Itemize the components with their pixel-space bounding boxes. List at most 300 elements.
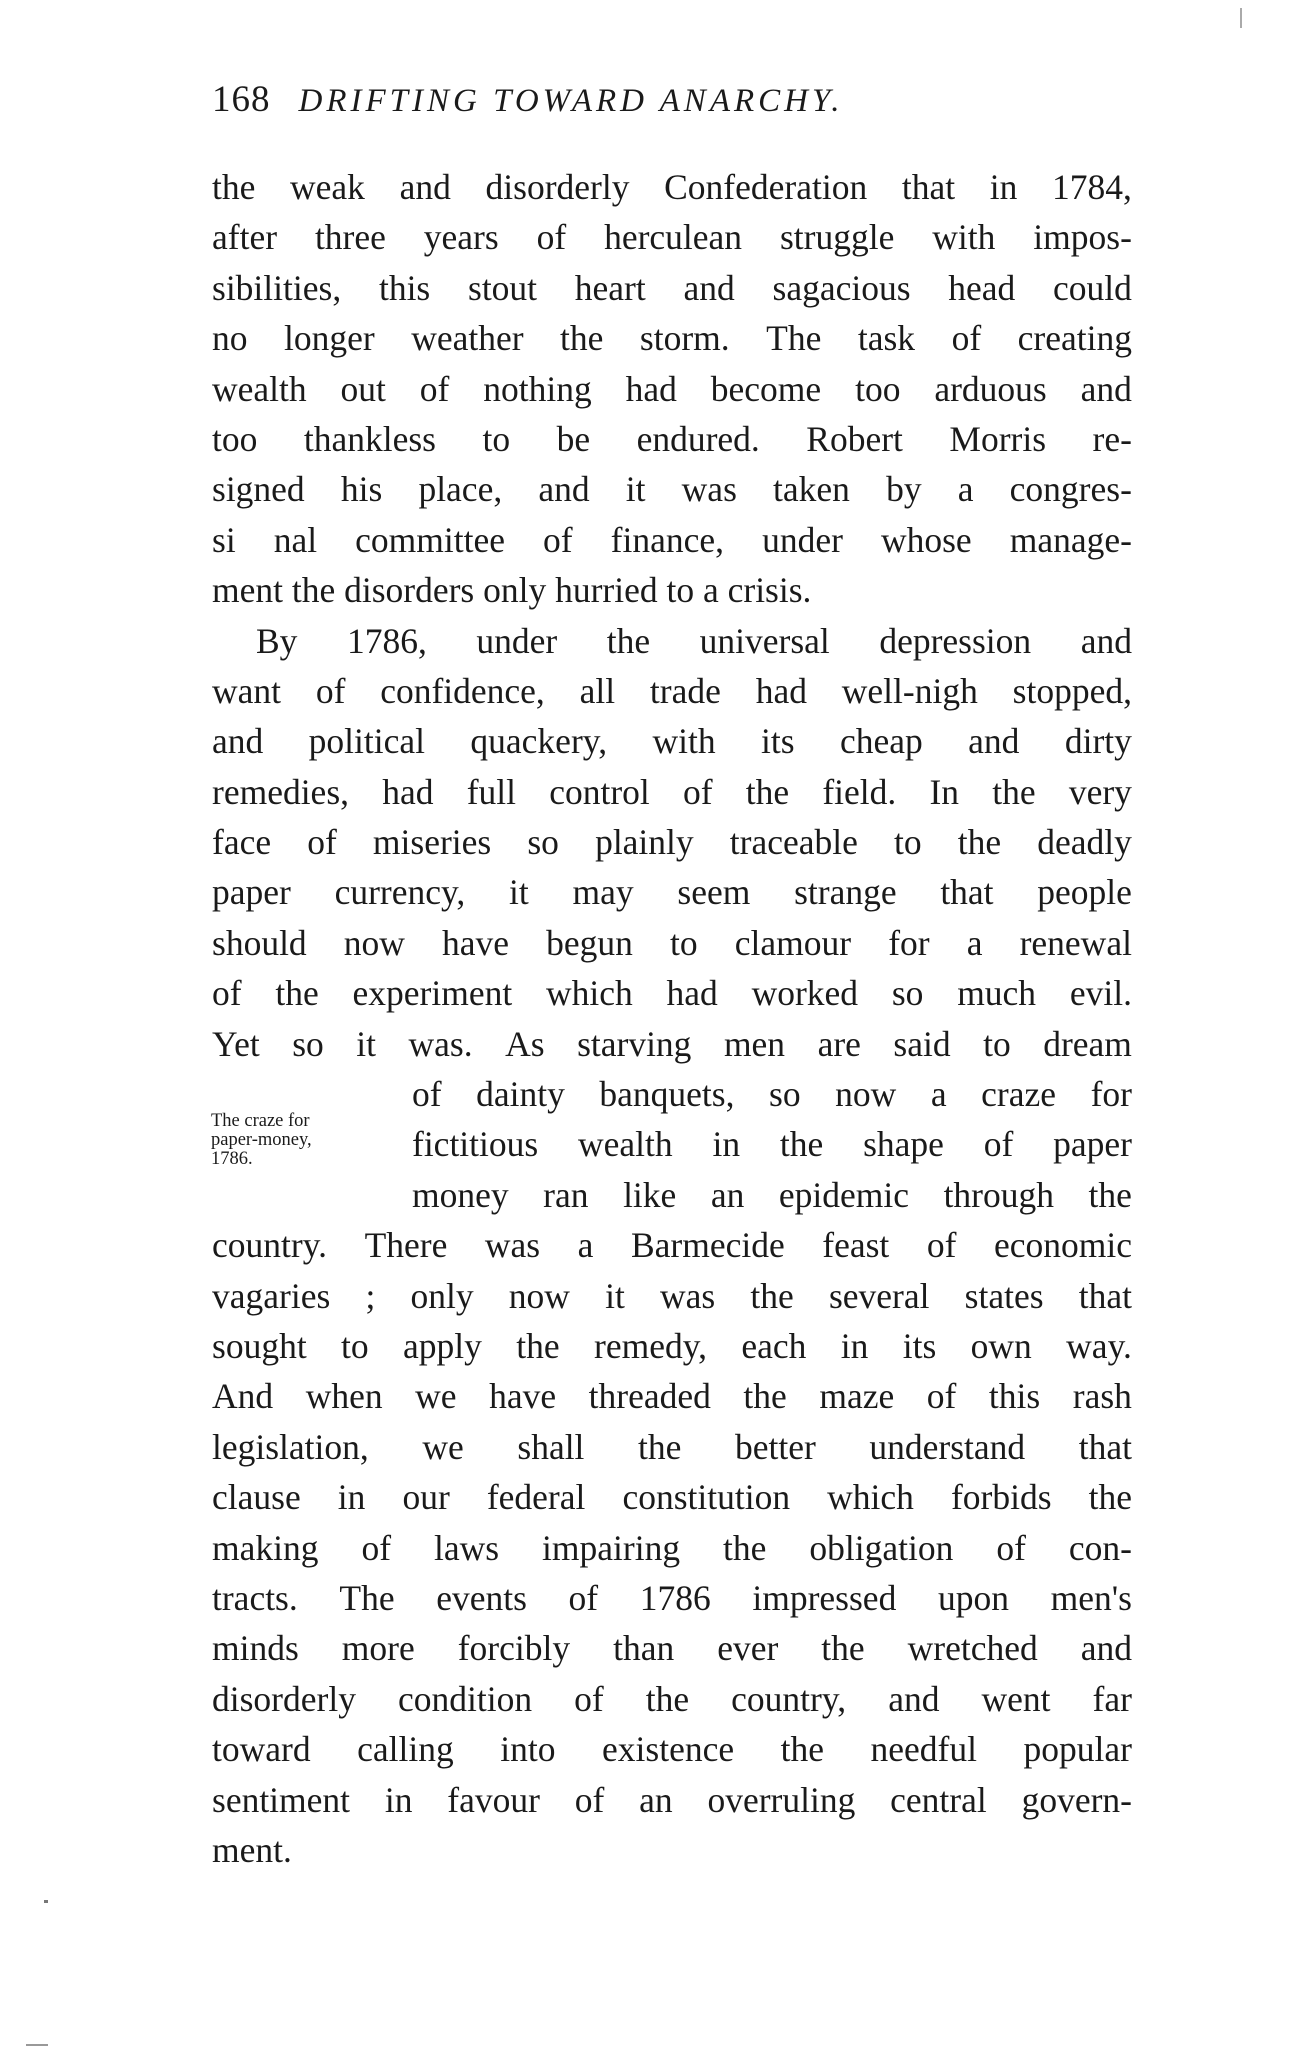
word: to — [341, 1325, 369, 1366]
word: and — [399, 167, 451, 207]
word: banquets, — [599, 1074, 735, 1115]
word: into — [500, 1729, 556, 1770]
word: si — [212, 519, 236, 560]
word: too — [855, 368, 901, 409]
text-line — [212, 666, 1132, 716]
word: of — [361, 1527, 392, 1568]
word: threaded — [588, 1376, 711, 1417]
word: tracts. — [212, 1577, 298, 1618]
word: toward — [212, 1729, 311, 1770]
text-line — [212, 1623, 1132, 1673]
word: sentiment — [212, 1779, 351, 1820]
word: than — [613, 1628, 675, 1669]
text-line — [212, 515, 1132, 565]
word: wretched — [907, 1628, 1038, 1669]
word: of — [951, 318, 982, 359]
word: went — [981, 1678, 1051, 1719]
word: There — [364, 1225, 448, 1266]
scan-speck — [44, 1900, 48, 1903]
text-line — [212, 1170, 1132, 1220]
word: The — [339, 1577, 395, 1618]
word: was — [660, 1275, 716, 1316]
word: was — [681, 469, 737, 510]
word: 1786, — [346, 620, 427, 661]
word: place, — [418, 469, 503, 510]
word: Confederation — [664, 167, 868, 207]
word: in — [712, 1124, 741, 1165]
word: no — [212, 318, 248, 359]
word: the — [645, 1678, 690, 1719]
text-line: ment. — [212, 1829, 292, 1870]
word: impressed — [752, 1577, 897, 1618]
word: it — [356, 1023, 377, 1064]
body-text — [212, 162, 1132, 1875]
page-header — [212, 78, 844, 128]
word: the — [1088, 1174, 1132, 1215]
word: seem — [677, 872, 751, 913]
word: very — [1068, 771, 1132, 812]
word: several — [828, 1275, 930, 1316]
word: overruling — [707, 1779, 856, 1820]
word: the — [779, 1124, 824, 1165]
word: which — [827, 1477, 914, 1518]
word: money — [412, 1174, 509, 1215]
text-line — [212, 616, 1132, 666]
text-line — [212, 1069, 1132, 1119]
text-line: ment the disorders only hurried to a crisis. — [212, 570, 812, 611]
scan-speck — [26, 2044, 48, 2046]
text-line — [212, 1775, 1132, 1825]
word: and — [1080, 620, 1132, 661]
word: have — [442, 922, 510, 963]
word: 1786 — [639, 1577, 711, 1618]
word: shape — [863, 1124, 944, 1165]
word: under — [476, 620, 558, 661]
word: By — [256, 620, 298, 661]
word: own — [970, 1325, 1032, 1366]
word: well-nigh — [841, 670, 978, 711]
word: of — [926, 1225, 957, 1266]
word: the — [638, 1426, 682, 1467]
word: thankless — [303, 418, 436, 459]
word: should — [212, 922, 307, 963]
word: of — [412, 1074, 442, 1115]
word: so — [292, 1023, 324, 1064]
word: to — [983, 1023, 1011, 1064]
word: the — [821, 1628, 865, 1669]
word: congres- — [1009, 469, 1132, 510]
word: quackery, — [470, 721, 608, 762]
word: the — [560, 318, 604, 359]
word: deadly — [1037, 822, 1132, 863]
word: so — [891, 973, 924, 1014]
word: we — [422, 1426, 464, 1467]
word: of — [926, 1376, 957, 1417]
word: and — [1080, 368, 1132, 409]
word: miseries — [372, 822, 492, 863]
word: ever — [717, 1628, 779, 1669]
word: had — [666, 973, 718, 1014]
word: its — [761, 721, 795, 762]
word: task — [857, 318, 916, 359]
word: want — [212, 670, 282, 711]
word: through — [943, 1174, 1054, 1215]
word: his — [340, 469, 383, 510]
margin-note-line: paper-money, — [211, 1130, 312, 1150]
text-line — [212, 1472, 1132, 1522]
word: whose — [880, 519, 972, 560]
word: out — [340, 368, 386, 409]
word: an — [710, 1174, 745, 1215]
word: the — [780, 1729, 825, 1770]
word: plainly — [595, 822, 694, 863]
text-line — [212, 1271, 1132, 1321]
word: sought — [212, 1325, 307, 1366]
word: by — [886, 469, 922, 510]
word: that — [1078, 1275, 1132, 1316]
word: country, — [731, 1678, 847, 1719]
word: the — [957, 822, 1002, 863]
word: this — [988, 1376, 1041, 1417]
word: traceable — [729, 822, 858, 863]
word: rash — [1072, 1376, 1132, 1417]
word: in — [337, 1477, 366, 1518]
text-line — [212, 263, 1132, 313]
word: of — [543, 519, 573, 560]
word: calling — [357, 1729, 454, 1770]
text-line — [212, 464, 1132, 514]
word: the — [723, 1527, 767, 1568]
text-line — [212, 1573, 1132, 1623]
word: remedy, — [594, 1325, 708, 1366]
word: was. — [408, 1023, 473, 1064]
word: The — [766, 318, 822, 359]
word: after — [212, 217, 278, 258]
word: weak — [290, 167, 365, 207]
word: ran — [543, 1174, 589, 1215]
word: of — [996, 1527, 1026, 1568]
text-line — [212, 918, 1132, 968]
word: confidence, — [380, 670, 545, 711]
text-line — [212, 1321, 1132, 1371]
word: was — [484, 1225, 541, 1266]
word: face — [212, 822, 272, 863]
word: herculean — [604, 217, 743, 258]
word: apply — [403, 1325, 482, 1366]
word: clause — [212, 1477, 301, 1518]
text-line — [212, 162, 1132, 212]
word: economic — [993, 1225, 1132, 1266]
word: worked — [751, 973, 859, 1014]
word: be — [556, 418, 591, 459]
word: of — [536, 217, 567, 258]
word: re- — [1092, 418, 1132, 459]
word: could — [1053, 267, 1132, 308]
word: in — [840, 1325, 869, 1366]
text-line — [212, 817, 1132, 867]
word: disorderly — [485, 167, 630, 207]
word: a — [957, 469, 974, 510]
text-line — [212, 1220, 1132, 1270]
word: all — [579, 670, 616, 711]
word: events — [436, 1577, 527, 1618]
word: so — [527, 822, 559, 863]
word: fictitious — [412, 1124, 539, 1165]
word: our — [402, 1477, 450, 1518]
word: of — [574, 1678, 604, 1719]
word: we — [415, 1376, 457, 1417]
word: which — [545, 973, 633, 1014]
word: of — [568, 1577, 599, 1618]
word: of — [682, 771, 713, 812]
word: arduous — [934, 368, 1047, 409]
word: weather — [411, 318, 524, 359]
word: to — [482, 418, 511, 459]
word: dirty — [1064, 721, 1132, 762]
scan-speck — [1240, 8, 1242, 28]
word: condition — [397, 1678, 533, 1719]
word: that — [940, 872, 994, 913]
word: epidemic — [778, 1174, 910, 1215]
word: three — [314, 217, 386, 258]
word: political — [308, 721, 426, 762]
word: upon — [937, 1577, 1009, 1618]
word: the — [516, 1325, 560, 1366]
word: now — [835, 1074, 897, 1115]
word: renewal — [1019, 922, 1132, 963]
word: better — [735, 1426, 816, 1467]
text-line — [212, 414, 1132, 464]
word: Yet — [212, 1023, 260, 1064]
text-line — [212, 1371, 1132, 1421]
word: that — [1078, 1426, 1132, 1467]
word: vagaries — [212, 1275, 331, 1316]
word: of — [212, 973, 242, 1014]
word: starving — [577, 1023, 692, 1064]
word: the — [1088, 1477, 1132, 1518]
word: that — [901, 167, 956, 207]
word: legislation, — [212, 1426, 369, 1467]
word: too — [212, 418, 258, 459]
text-line — [212, 1119, 1132, 1169]
word: the — [750, 1275, 794, 1316]
word: As — [505, 1023, 545, 1064]
word: may — [572, 872, 634, 913]
word: for — [888, 922, 930, 963]
word: the — [212, 167, 256, 207]
word: sagacious — [772, 267, 911, 308]
word: needful — [870, 1729, 977, 1770]
word: paper — [1053, 1124, 1132, 1165]
word: longer — [284, 318, 375, 359]
word: favour — [447, 1779, 540, 1820]
word: central — [890, 1779, 987, 1820]
word: wealth — [212, 368, 307, 409]
word: men — [723, 1023, 786, 1064]
text-line — [212, 1674, 1132, 1724]
text-line — [212, 364, 1132, 414]
word: a — [577, 1225, 594, 1266]
word: country. — [212, 1225, 328, 1266]
word: only — [410, 1275, 474, 1316]
text-line — [212, 1422, 1132, 1472]
word: trade — [649, 670, 721, 711]
word: wealth — [578, 1124, 673, 1165]
word: each — [741, 1325, 807, 1366]
word: endured. — [636, 418, 760, 459]
word: like — [623, 1174, 677, 1215]
word: making — [212, 1527, 319, 1568]
word: and — [888, 1678, 940, 1719]
word: Morris — [949, 418, 1047, 459]
word: experiment — [352, 973, 513, 1014]
word: 1784, — [1052, 167, 1132, 207]
word: to — [670, 922, 698, 963]
word: obligation — [809, 1527, 954, 1568]
word: strange — [794, 872, 897, 913]
word: of — [983, 1124, 1014, 1165]
word: and — [968, 721, 1020, 762]
word: become — [710, 368, 822, 409]
word: this — [378, 267, 431, 308]
word: evil. — [1069, 973, 1132, 1014]
word: and — [538, 469, 590, 510]
word: disorderly — [212, 1678, 356, 1719]
text-line — [212, 1523, 1132, 1573]
word: the — [275, 973, 319, 1014]
word: remedies, — [212, 771, 350, 812]
text-line — [212, 716, 1132, 766]
word: forbids — [950, 1477, 1052, 1518]
word: it — [605, 1275, 625, 1316]
word: committee — [355, 519, 505, 560]
word: of — [315, 670, 346, 711]
word: of — [307, 822, 337, 863]
word: people — [1037, 872, 1132, 913]
word: con- — [1068, 1527, 1132, 1568]
word: the — [992, 771, 1036, 812]
word: dainty — [476, 1074, 565, 1115]
word: and — [683, 267, 735, 308]
text-line — [212, 313, 1132, 363]
word: Barmecide — [630, 1225, 785, 1266]
word: laws — [434, 1527, 500, 1568]
word: states — [964, 1275, 1044, 1316]
word: nal — [273, 519, 318, 560]
word: and — [1080, 1628, 1132, 1669]
word: with — [652, 721, 716, 762]
word: clamour — [734, 922, 852, 963]
word: federal — [486, 1477, 586, 1518]
word: the — [606, 620, 651, 661]
running-head: DRIFTING TOWARD ANARCHY. — [298, 83, 844, 119]
word: now — [343, 922, 405, 963]
word: it — [625, 469, 646, 510]
word: the — [743, 1376, 787, 1417]
word: shall — [517, 1426, 585, 1467]
margin-note-line: 1786. — [211, 1149, 253, 1169]
word: are — [817, 1023, 861, 1064]
word: stout — [468, 267, 538, 308]
word: cheap — [839, 721, 923, 762]
word: years — [423, 217, 499, 258]
word: feast — [822, 1225, 890, 1266]
word: when — [305, 1376, 383, 1417]
word: signed — [212, 469, 305, 510]
word: and — [212, 721, 264, 762]
text-line — [212, 1724, 1132, 1774]
word: paper — [212, 872, 291, 913]
word: begun — [546, 922, 633, 963]
word: under — [762, 519, 843, 560]
word: govern- — [1021, 1779, 1132, 1820]
word: it — [509, 872, 529, 913]
word: dream — [1043, 1023, 1132, 1064]
word: so — [769, 1074, 801, 1115]
word: control — [549, 771, 650, 812]
word: of — [419, 368, 450, 409]
word: minds — [212, 1628, 299, 1669]
word: finance, — [610, 519, 725, 560]
word: its — [902, 1325, 937, 1366]
word: storm. — [639, 318, 730, 359]
word: now — [508, 1275, 570, 1316]
word: said — [893, 1023, 951, 1064]
word: had — [382, 771, 434, 812]
word: struggle — [779, 217, 895, 258]
page-number: 168 — [212, 79, 271, 120]
word: impos- — [1033, 217, 1132, 258]
word: impairing — [542, 1527, 681, 1568]
word: maze — [819, 1376, 895, 1417]
word: have — [489, 1376, 557, 1417]
word: currency, — [334, 872, 466, 913]
word: had — [625, 368, 677, 409]
word: forcibly — [457, 1628, 571, 1669]
word: taken — [773, 469, 850, 510]
word: much — [957, 973, 1037, 1014]
word: manage- — [1009, 519, 1132, 560]
word: more — [341, 1628, 415, 1669]
word: existence — [602, 1729, 735, 1770]
word: in — [989, 167, 1018, 207]
margin-note-line: The craze for — [211, 1111, 310, 1131]
word: creating — [1017, 318, 1132, 359]
word: universal — [699, 620, 830, 661]
text-line — [212, 212, 1132, 262]
word: stopped, — [1012, 670, 1132, 711]
word: popular — [1023, 1729, 1132, 1770]
word: heart — [574, 267, 646, 308]
word: full — [466, 771, 516, 812]
word: a — [966, 922, 983, 963]
text-line — [212, 867, 1132, 917]
word: understand — [869, 1426, 1026, 1467]
word: craze — [981, 1074, 1057, 1115]
word: for — [1090, 1074, 1132, 1115]
word: of — [574, 1779, 605, 1820]
word: head — [948, 267, 1016, 308]
text-line — [212, 1019, 1132, 1069]
text-line — [212, 968, 1132, 1018]
word: sibilities, — [212, 267, 342, 308]
word: And — [212, 1376, 274, 1417]
word: ; — [365, 1275, 376, 1316]
word: men's — [1050, 1577, 1132, 1618]
word: the — [745, 771, 790, 812]
word: nothing — [483, 368, 592, 409]
word: Robert — [806, 418, 903, 459]
